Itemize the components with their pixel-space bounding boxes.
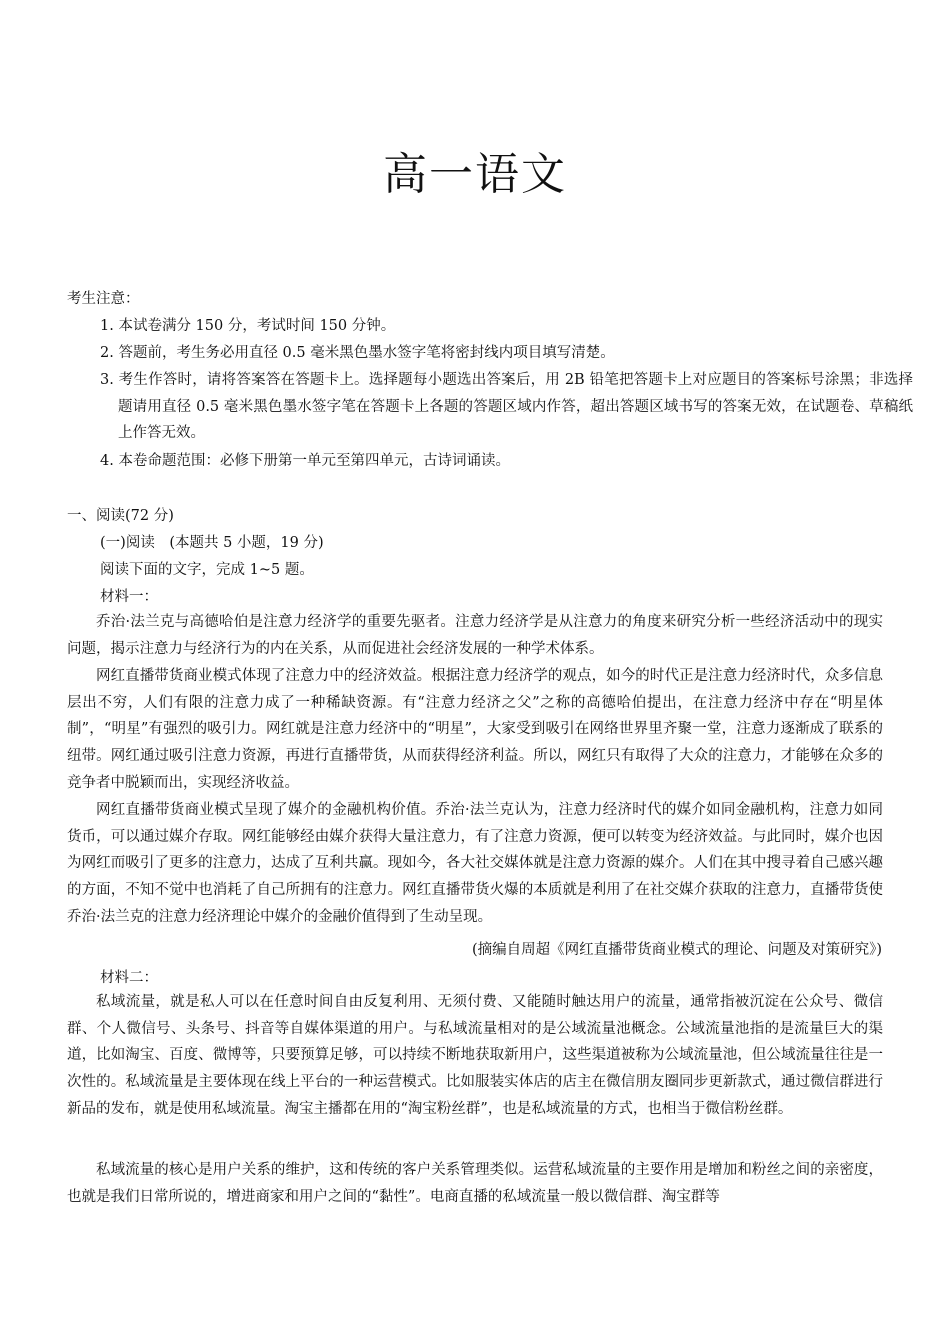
material-1-label: 材料一： [100, 589, 158, 605]
material-2-label: 材料二： [100, 970, 158, 986]
material-1-source: (摘编自周超《网红直播带货商业模式的理论、问题及对策研究》) [471, 942, 882, 958]
page-title: 高一语文 [383, 149, 567, 200]
material-1-paragraph: 乔治·法兰克与高德哈伯是注意力经济学的重要先驱者。注意力经济学是从注意力的角度来研究分析一些经济活动中的现实问题，揭示注意力与经济行为的内在关系，从而促进社会经济发展的一种学术体系。 [67, 614, 883, 657]
notice-item-3: 3. 考生作答时，请将答案答在答题卡上。选择题每小题选出答案后，用 2B 铅笔把答题卡上对应题目的答案标号涂黑；非选择题请用直径 0.5 毫米黑色墨水签字笔在答题卡上各题的答题区域内作答，超出答题区域书写的答案无效，在试题卷、草稿纸上作答无效。 [100, 372, 913, 441]
material-2-paragraph: 私域流量，就是私人可以在任意时间自由反复利用、无须付费、又能随时触达用户的流量，通常指被沉淀在公众号、微信群、个人微信号、头条号、抖音等自媒体渠道的用户。与私域流量相对的是公域流量池概念。公域流量池指的是流量巨大的渠道，比如淘宝、百度、微博等，只要预算足够，可以持续不断地获取新用户，这些渠道被称为公域流量池，但公域流量往往是一次性的。私域流量是主要体现在线上平台的一种运营模式。比如服装实体店的店主在微信朋友圈同步更新款式，通过微信群进行新品的发布，就是使用私域流量。淘宝主播都在用的“淘宝粉丝群”，也是私域流量的方式，也相当于微信粉丝群。 [67, 994, 883, 1117]
notice-item-1: 1. 本试卷满分 150 分，考试时间 150 分钟。 [100, 318, 396, 334]
material-1-paragraph: 网红直播带货商业模式体现了注意力中的经济效益。根据注意力经济学的观点，如今的时代正是注意力经济时代，众多信息层出不穷，人们有限的注意力成了一种稀缺资源。有“注意力经济之父”之称的高德哈伯提出，在注意力经济中存在“明星体制”，“明星”有强烈的吸引力。网红就是注意力经济中的“明星”，大家受到吸引在网络世界里齐聚一堂，注意力逐渐成了联系的纽带。网红通过吸引注意力资源，再进行直播带货，从而获得经济利益。所以，网红只有取得了大众的注意力，才能够在众多的竞争者中脱颖而出，实现经济收益。 [67, 668, 883, 791]
notice-heading: 考生注意： [67, 291, 140, 307]
section-heading: 一、阅读(72 分) [67, 508, 174, 524]
instruction-text: 阅读下面的文字，完成 1~5 题。 [100, 562, 314, 578]
notice-item-2: 2. 答题前，考生务必用直径 0.5 毫米黑色墨水签字笔将密封线内项目填写清楚。 [100, 345, 615, 361]
material-2-paragraph: 私域流量的核心是用户关系的维护，这和传统的客户关系管理类似。运营私域流量的主要作用是增加和粉丝之间的亲密度，也就是我们日常所说的，增进商家和用户之间的“黏性”。电商直播的私域流量一般以微信群、淘宝群等 [67, 1162, 883, 1205]
notice-item-4: 4. 本卷命题范围：必修下册第一单元至第四单元，古诗词诵读。 [100, 453, 510, 469]
sub-section-heading: (一)阅读 (本题共 5 小题，19 分) [100, 535, 324, 551]
material-1-paragraph: 网红直播带货商业模式呈现了媒介的金融机构价值。乔治·法兰克认为，注意力经济时代的媒介如同金融机构，注意力如同货币，可以通过媒介存取。网红能够经由媒介获得大量注意力，有了注意力资源，便可以转变为经济效益。与此同时，媒介也因为网红而吸引了更多的注意力，达成了互利共赢。现如今，各大社交媒体就是注意力资源的媒介。人们在其中搜寻着自己感兴趣的方面，不知不觉中也消耗了自己所拥有的注意力。网红直播带货火爆的本质就是利用了在社交媒介获取的注意力，直播带货使乔治·法兰克的注意力经济理论中媒介的金融价值得到了生动呈现。 [67, 802, 883, 925]
